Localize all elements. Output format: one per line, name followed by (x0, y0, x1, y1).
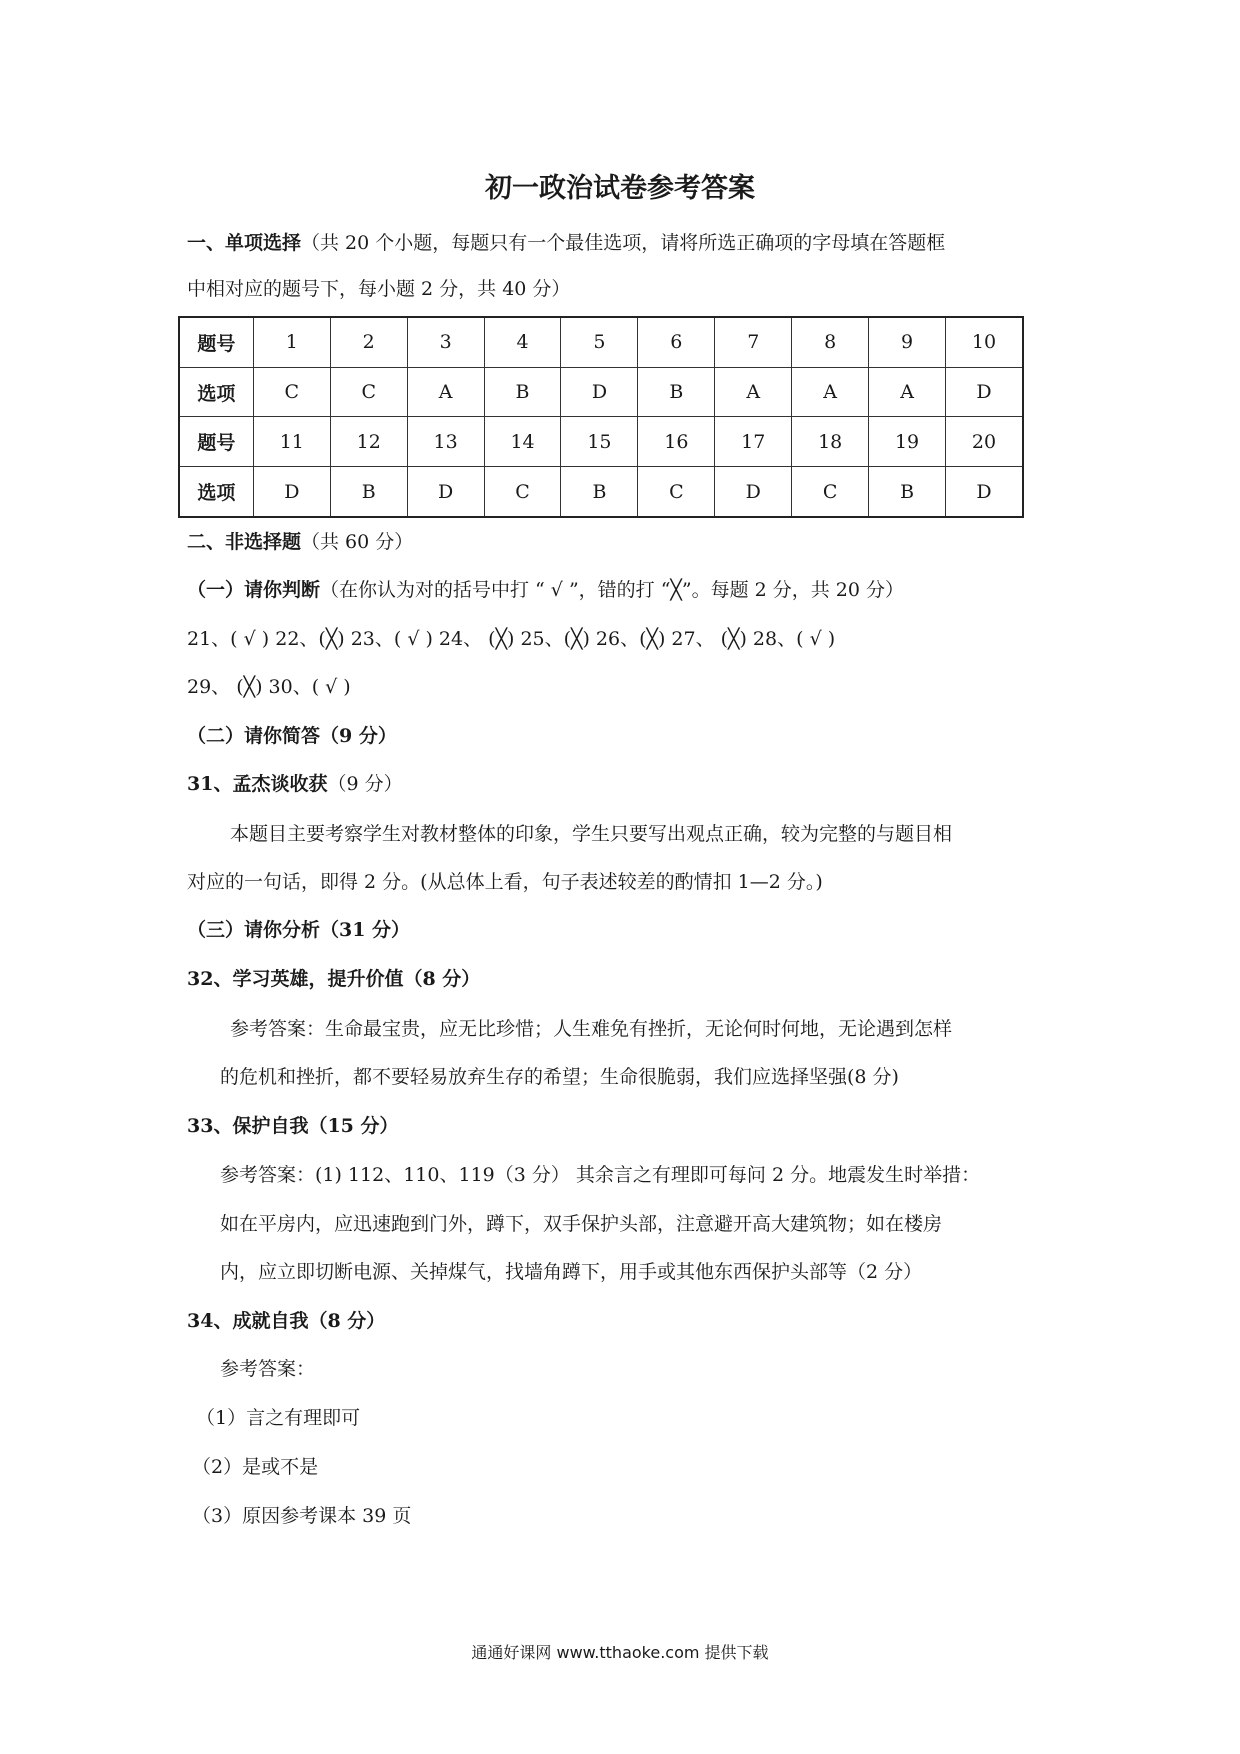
q34-answer-label: 参考答案： (220, 1358, 316, 1380)
table-cell: 20 (946, 417, 1023, 467)
table-cell: A (869, 367, 946, 417)
q33-heading: 33、保护自我（15 分） (187, 1115, 399, 1137)
part2-heading: （二）请你简答（9 分） (187, 725, 397, 747)
section2-heading: 二、非选择题 (187, 531, 302, 553)
section2-header (187, 529, 413, 555)
q31-score: （9 分） (327, 773, 403, 795)
q32-body-line2: 的危机和挫折，都不要轻易放弃生存的希望；生命很脆弱，我们应选择坚强(8 分) (220, 1066, 899, 1088)
table-cell: B (638, 367, 715, 417)
part1-header (187, 577, 904, 603)
table-cell: 13 (407, 417, 484, 467)
part1-heading: （一）请你判断 (187, 579, 321, 601)
table-cell: C (792, 467, 869, 517)
q34-item-3: （3）原因参考课本 39 页 (192, 1505, 412, 1527)
table-cell: 2 (330, 317, 407, 367)
table-cell: B (869, 467, 946, 517)
section1-desc1: （共 20 个小题，每题只有一个最佳选项，请将所选正确项的字母填在答题框 (301, 232, 946, 254)
table-cell: D (946, 467, 1023, 517)
q34-item-1: （1）言之有理即可 (196, 1407, 361, 1429)
table-cell: 9 (869, 317, 946, 367)
table-cell: B (330, 467, 407, 517)
table-cell: C (638, 467, 715, 517)
q31-header (187, 771, 403, 797)
q32-heading: 32、学习英雄，提升价值（8 分） (187, 968, 481, 990)
page-footer: 通通好课网 www.tthaoke.com 提供下载 (471, 1643, 769, 1662)
q34-heading: 34、成就自我（8 分） (187, 1310, 386, 1332)
table-cell: D (253, 467, 330, 517)
table-cell: 19 (869, 417, 946, 467)
table-cell: A (792, 367, 869, 417)
table-cell: 15 (561, 417, 638, 467)
table-cell: 6 (638, 317, 715, 367)
section2-score: （共 60 分） (301, 531, 414, 553)
table-row (179, 417, 1023, 467)
q31-body-line2: 对应的一句话，即得 2 分。(从总体上看，句子表述较差的酌情扣 1—2 分。) (187, 871, 823, 893)
judgement-answers-line1: 21、( √ ) 22、(╳) 23、( √ ) 24、 (╳) 25、(╳) 26、(╳) 27、 (╳) 28、( √ ) (187, 628, 836, 650)
table-cell: A (715, 367, 792, 417)
table-cell: 17 (715, 417, 792, 467)
table-cell: 14 (484, 417, 561, 467)
table-cell: 18 (792, 417, 869, 467)
table-cell: D (946, 367, 1023, 417)
table-cell: 8 (792, 317, 869, 367)
table-cell: A (407, 367, 484, 417)
page-title: 初一政治试卷参考答案 (485, 173, 755, 204)
table-cell: 16 (638, 417, 715, 467)
table-cell: 10 (946, 317, 1023, 367)
section1-intro (187, 230, 945, 256)
table-cell: C (484, 467, 561, 517)
table-cell: 11 (253, 417, 330, 467)
table-cell: 5 (561, 317, 638, 367)
option-label: 选项 (179, 467, 253, 517)
table-row (179, 467, 1023, 517)
q33-body-line1: 参考答案：(1) 112、110、119（3 分） 其余言之有理即可每问 2 分。地震发生时举措： (220, 1164, 981, 1186)
table-cell: B (561, 467, 638, 517)
part3-heading: （三）请你分析（31 分） (187, 919, 411, 941)
table-cell: B (484, 367, 561, 417)
table-row (179, 317, 1023, 367)
table-cell: D (715, 467, 792, 517)
judgement-answers-line2: 29、 (╳) 30、( √ ) (187, 676, 351, 698)
table-cell: 7 (715, 317, 792, 367)
table-cell: C (253, 367, 330, 417)
q33-body-line2: 如在平房内，应迅速跑到门外，蹲下，双手保护头部，注意避开高大建筑物；如在楼房 (220, 1213, 943, 1235)
table-cell: 3 (407, 317, 484, 367)
q34-item-2: （2）是或不是 (192, 1456, 319, 1478)
section1-heading: 一、单项选择 (187, 232, 302, 254)
section1-desc2: 中相对应的题号下，每小题 2 分，共 40 分） (187, 278, 571, 300)
q33-body-line3: 内，应立即切断电源、关掉煤气，找墙角蹲下，用手或其他东西保护头部等（2 分） (220, 1261, 923, 1283)
q32-body-line1: 参考答案：生命最宝贵，应无比珍惜；人生难免有挫折，无论何时何地，无论遇到怎样 (230, 1018, 953, 1040)
question-number-label: 题号 (179, 317, 253, 367)
table-cell: 4 (484, 317, 561, 367)
table-cell: D (407, 467, 484, 517)
table-cell: C (330, 367, 407, 417)
table-cell: 1 (253, 317, 330, 367)
option-label: 选项 (179, 367, 253, 417)
answer-table (178, 316, 1024, 518)
q31-heading: 31、孟杰谈收获 (187, 773, 328, 795)
part1-desc: （在你认为对的括号中打 “ √ ”，错的打 “╳”。每题 2 分，共 20 分） (320, 579, 904, 601)
table-cell: D (561, 367, 638, 417)
table-row (179, 367, 1023, 417)
question-number-label: 题号 (179, 417, 253, 467)
q31-body-line1: 本题目主要考察学生对教材整体的印象，学生只要写出观点正确，较为完整的与题目相 (230, 823, 953, 845)
table-cell: 12 (330, 417, 407, 467)
